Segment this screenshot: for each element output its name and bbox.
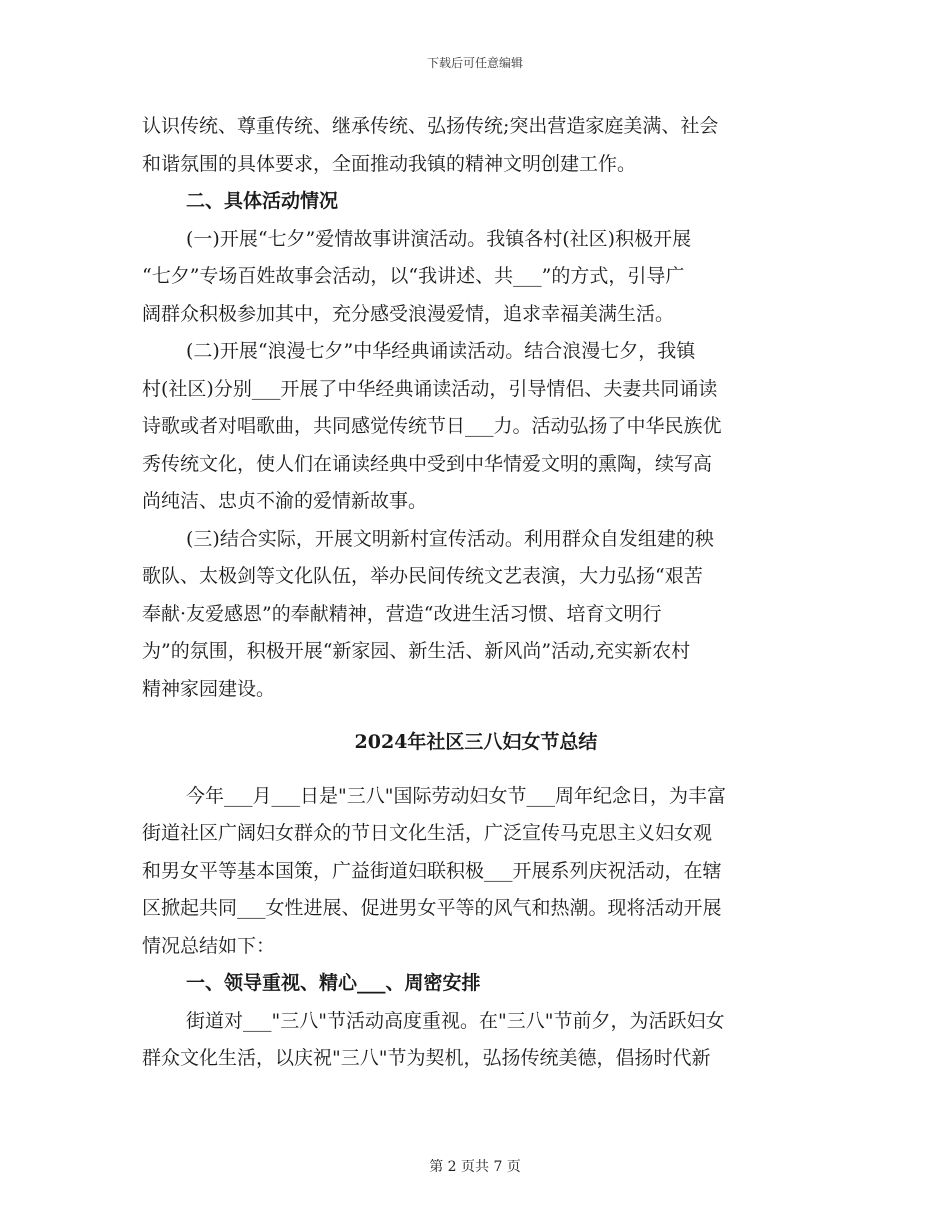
paragraph-line: 认识传统、尊重传统、继承传统、弘扬传统;突出营造家庭美满、社会: [142, 115, 719, 137]
paragraph-line: 村(社区)分别___开展了中华经典诵读活动，引导情侣、夫妻共同诵读: [142, 377, 718, 400]
paragraph-line: 街道对___"三八"节活动高度重视。在"三八"节前夕，为活跃妇女: [186, 1009, 725, 1032]
paragraph-line: 一、领导重视、精心___、周密安排: [186, 972, 481, 994]
paragraph-line: 歌队、太极剑等文化队伍，举办民间传统文艺表演，大力弘扬“艰苦: [142, 565, 703, 587]
paragraph-line: “七夕”专场百姓故事会活动，以“我讲述、共___”的方式，引导广: [142, 265, 685, 287]
document-title: 2024年社区三八妇女节总结: [354, 731, 598, 753]
paragraph-line: 街道社区广阔妇女群众的节日文化生活，广泛宣传马克思主义妇女观: [142, 822, 713, 844]
paragraph-line: 诗歌或者对唱歌曲，共同感觉传统节日___力。活动弘扬了中华民族优: [142, 415, 722, 437]
paragraph-line: 为”的氛围，积极开展“新家园、新生活、新风尚”活动,充实新农村: [142, 640, 691, 662]
paragraph-line: 尚纯洁、忠贞不渝的爱情新故事。: [142, 490, 428, 512]
paragraph-line: 精神家园建设。: [142, 677, 276, 700]
paragraph-line: 情况总结如下：: [142, 934, 276, 957]
document-body: [142, 108, 810, 1078]
spacer: [142, 762, 810, 778]
paragraph-line: (三)结合实际，开展文明新村宣传活动。利用群众自发组建的秧: [186, 527, 714, 550]
section-part-1: [142, 108, 810, 708]
page-header: 下载后可任意编辑: [426, 56, 523, 70]
paragraph-line: 和谐氛围的具体要求，全面推动我镇的精神文明创建工作。: [142, 152, 637, 175]
section-part-2: [142, 778, 810, 1078]
paragraph-line: 和男女平等基本国策，广益街道妇联积极___开展系列庆祝活动，在辖: [142, 859, 722, 882]
paragraph-line: (一)开展“七夕”爱情故事讲演活动。我镇各村(社区)积极开展: [186, 227, 692, 250]
paragraph-line: 二、具体活动情况: [186, 190, 339, 212]
paragraph-line: 区掀起共同___女性进展、促进男女平等的风气和热潮。现将活动开展: [142, 897, 722, 919]
paragraph-line: 秀传统文化，使人们在诵读经典中受到中华情爱文明的熏陶，续写高: [142, 452, 713, 475]
paragraph-line: 群众文化生活，以庆祝"三八"节为契机，弘扬传统美德，倡扬时代新: [142, 1047, 711, 1069]
page-footer: 第 2 页共 7 页: [429, 1159, 521, 1175]
spacer: [142, 708, 810, 724]
paragraph-line: 奉献·友爱感恩”的奉献精神，营造“改进生活习惯、培育文明行: [142, 602, 662, 625]
paragraph-line: 阔群众积极参加其中，充分感受浪漫爱情，追求幸福美满生活。: [142, 302, 675, 325]
paragraph-line: 今年___月___日是"三八"国际劳动妇女节___周年纪念日，为丰富: [186, 784, 726, 807]
paragraph-line: (二)开展“浪漫七夕”中华经典诵读活动。结合浪漫七夕，我镇: [186, 340, 696, 362]
